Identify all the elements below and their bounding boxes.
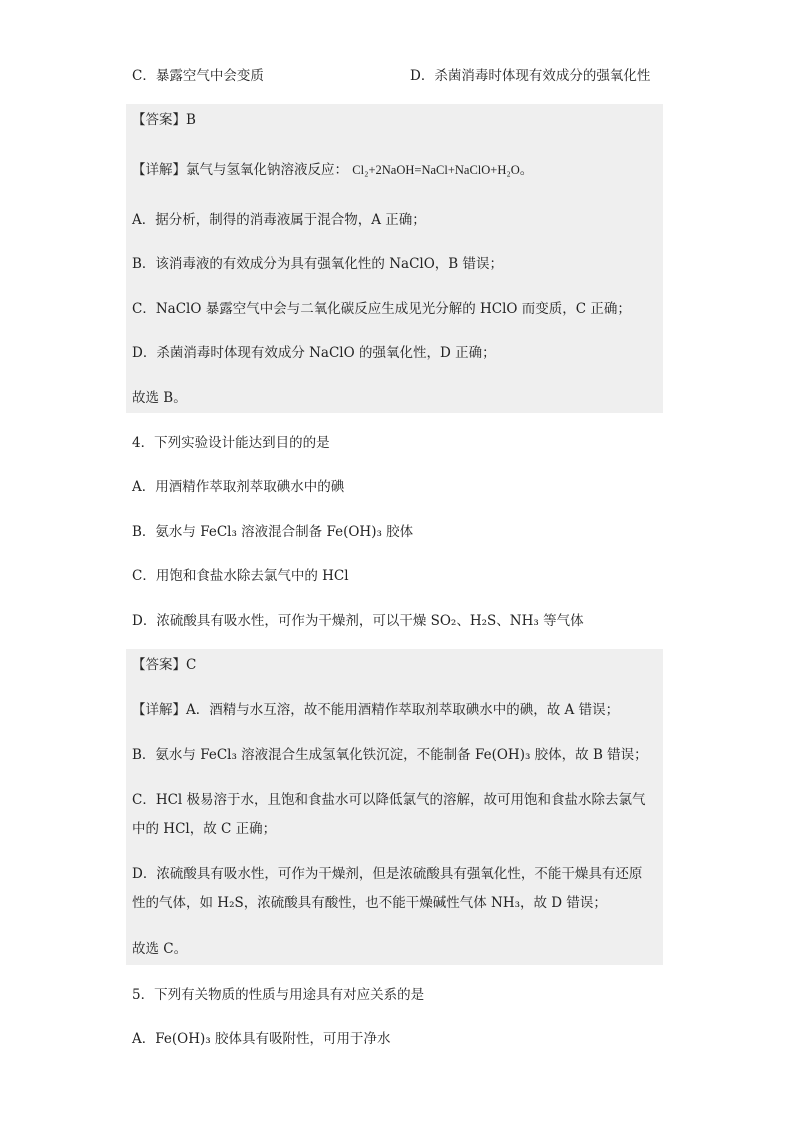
q3-detail-label: 【详解】 <box>132 162 186 178</box>
q3-conclusion: 故选 B。 <box>132 390 187 406</box>
q3-detail-a: A．据分析，制得的消毒液属于混合物，A 正确； <box>132 212 426 228</box>
q4-conclusion: 故选 C。 <box>132 941 188 957</box>
q3-detail-text: 氯气与氢氧化钠溶液反应： <box>186 162 348 178</box>
q4-option-d: D．浓硫酸具有吸水性，可作为干燥剂，可以干燥 SO₂、H₂S、NH₃ 等气体 <box>132 613 584 629</box>
q5-option-a: A．Fe(OH)₃ 胶体具有吸附性，可用于净水 <box>132 1031 391 1047</box>
q3-detail <box>132 160 533 180</box>
q4-detail-3a: C．HCl 极易溶于水，且饱和食盐水可以降低氯气的溶解，故可用饱和食盐水除去氯气 <box>132 792 646 808</box>
q4-detail-4b: 性的气体，如 H₂S，浓硫酸具有酸性，也不能干燥碱性气体 NH₃，故 D 错误； <box>132 895 607 911</box>
q3-detail-b: B．该消毒液的有效成分为具有强氧化性的 NaClO，B 错误； <box>132 256 503 272</box>
q4-detail-1: 【详解】A．酒精与水互溶，故不能用酒精作萃取剂萃取碘水中的碘，故 A 错误； <box>132 702 620 718</box>
q4-option-c: C．用饱和食盐水除去氯气中的 HCl <box>132 568 349 584</box>
q4-answer: 【答案】C <box>132 657 197 673</box>
q3-detail-c: C．NaClO 暴露空气中会与二氧化碳反应生成见光分解的 HClO 而变质，C 正确； <box>132 301 631 317</box>
q3-detail-d: D．杀菌消毒时体现有效成分 NaClO 的强氧化性，D 正确； <box>132 345 496 361</box>
q3-option-d: D．杀菌消毒时体现有效成分的强氧化性 <box>410 68 651 84</box>
q3-reaction-end: 。 <box>519 162 534 178</box>
q4-detail-3b: 中的 HCl，故 C 正确； <box>132 821 277 837</box>
q4-option-a: A．用酒精作萃取剂萃取碘水中的碘 <box>132 479 345 495</box>
q4-detail-4a: D．浓硫酸具有吸水性，可作为干燥剂，但是浓硫酸具有强氧化性，不能干燥具有还原 <box>132 866 643 882</box>
q4-detail-2: B．氨水与 FeCl₃ 溶液混合生成氢氧化铁沉淀，不能制备 Fe(OH)₃ 胶体，故 B 错误； <box>132 747 648 763</box>
q4-stem: 4．下列实验设计能达到目的的是 <box>132 435 330 451</box>
q3-option-c: C．暴露空气中会变质 <box>132 68 264 84</box>
q3-answer: 【答案】B <box>132 112 196 128</box>
q4-option-b: B．氨水与 FeCl₃ 溶液混合制备 Fe(OH)₃ 胶体 <box>132 524 414 540</box>
q5-stem: 5．下列有关物质的性质与用途具有对应关系的是 <box>132 987 425 1003</box>
q3-reaction-equation: Cl₂+2NaOH=NaCl+NaClO+H₂O <box>352 163 520 177</box>
